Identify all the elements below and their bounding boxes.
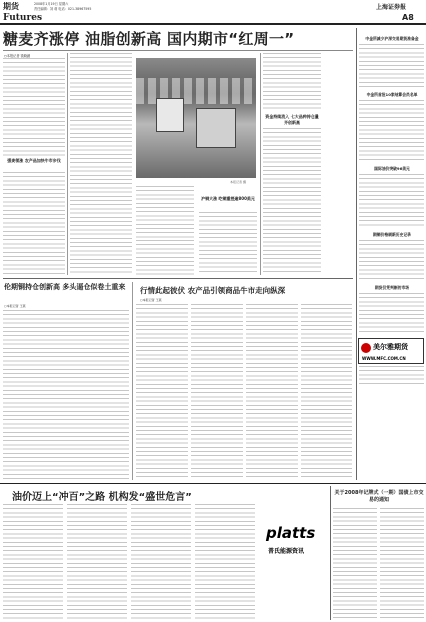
bond-headline: 关于2008年记牌式（一期）国债上市交易的通知 [334,490,424,503]
sidebar-text-2 [359,100,424,160]
sidebar-text-5 [359,293,424,333]
sidebar-title-5: 期货仅凭判断的市场 [374,285,410,290]
oil-headline: 油价迈上“冲百”之路 机构发“盛世危言” [12,492,192,503]
middle-subhead: 沪铜大涨 吃铜重挫逾800美元 [201,196,255,201]
platts-brand: platts [266,524,316,542]
platts-subtitle: 普氏能源资讯 [268,548,305,555]
sub-section: Futures [3,13,43,23]
bond-text [333,508,424,620]
sidebar-text-3 [359,174,424,228]
left-column-subhead: 强麦领涨 农产品加快牛市步伐 [7,158,61,163]
meierya-ad[interactable] [358,338,424,364]
platts-ad[interactable] [260,524,328,558]
left-column-text-2 [3,172,65,274]
sidebar-title-1: 中金所减少沪深交易期货准备金 [365,36,419,41]
right-subhead: 资金持续流入 七大品种持仓量齐创新高 [265,114,319,125]
meierya-url: WWW.MFC.COM.CN [362,356,406,361]
agri-text [136,304,352,480]
col-divider-3 [132,282,133,480]
sidebar-title-4: 期铜价格刷新历史记录 [373,232,411,237]
page-number: A8 [402,13,414,22]
col-divider-2 [260,53,261,275]
masthead-rule [0,23,426,25]
meierya-brand: 美尔雅期货 [373,343,408,351]
masthead [0,0,426,11]
right-text-2 [263,128,321,275]
middle-text-2 [199,212,257,275]
editor-line: 责任编辑：刘 莉 电话：021-38967595 [34,6,92,11]
left-column-text-1 [3,58,65,156]
meierya-ad-text [359,366,424,386]
middle-text-1 [136,186,194,238]
right-text-1 [263,53,321,111]
agri-headline: 行情此起彼伏 农产品引领商品牛市走向纵深 [140,286,286,295]
photo-caption: 本报记者 摄 [230,180,246,184]
copper-byline: ○本报记者 王燕 [4,304,26,308]
meierya-logo-icon [361,343,371,353]
lead-rule [3,50,353,51]
bottom-rule [0,483,426,484]
sidebar-divider [356,28,357,480]
tier-two-rule [3,278,353,279]
oil-text [3,504,255,620]
agri-byline: ○本报记者 王燕 [140,298,162,302]
copper-headline: 伦期铜持仓创新高 多头逼仓似卷土重来 [4,283,126,291]
sidebar-text-1 [359,44,424,88]
middle-left-text [70,53,132,275]
middle-text-3 [136,240,194,275]
lead-headline: 糖麦齐涨停 油脂创新高 国内期市“红周一” [3,30,295,48]
sidebar-title-3: 国际油价突破96美元 [374,166,410,171]
paper-name: 上海证券报 [376,4,407,11]
copper-text [3,310,129,480]
col-divider-1 [67,53,68,275]
sidebar-text-4 [359,240,424,280]
lead-photo [136,58,256,178]
bottom-divider [330,486,331,620]
lead-byline: ○本报记者 钱晓涵 [4,54,31,58]
sidebar-title-2: 中金所首批10家结算会员名单 [366,92,418,97]
date-line: 2008年1月19日 星期六 [34,2,69,6]
section-label: 期货 [3,2,19,11]
